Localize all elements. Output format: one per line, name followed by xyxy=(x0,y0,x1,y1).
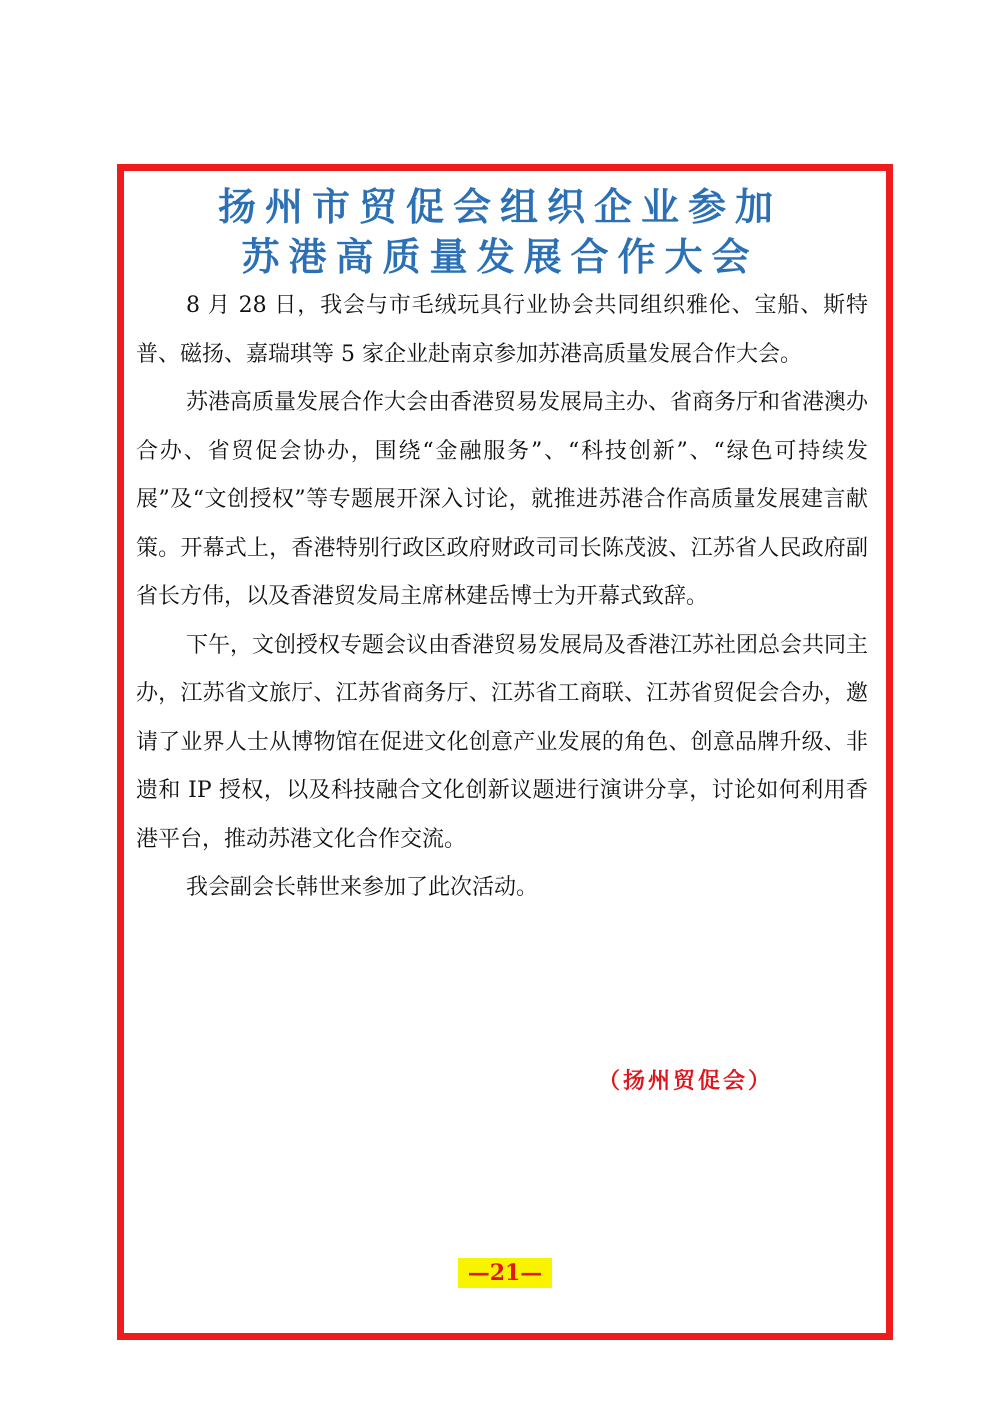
paragraph-3: 下午，文创授权专题会议由香港贸易发展局及香港江苏社团总会共同主办，江苏省文旅厅、江苏省商务厅、江苏省工商联、江苏省贸促会合办，邀请了业界人士从博物馆在促进文化创意产业发展的角色、创意品牌升级、非遗和 IP 授权，以及科技融合文化创新议题进行演讲分享，讨论如何利用香港平台，推动苏港文化合作交流。 xyxy=(136,632,869,852)
page-number: —21— xyxy=(458,1258,552,1288)
paragraph-2: 苏港高质量发展合作大会由香港贸易发展局主办、省商务厅和省港澳办合办、省贸促会协办，围绕“金融服务”、“科技创新”、“绿色可持续发展”及“文创授权”等专题展开深入讨论，就推进苏港合作高质量发展建言献策。开幕式上，香港特别行政区政府财政司司长陈茂波、江苏省人民政府副省长方伟，以及香港贸发局主席林建岳博士为开幕式致辞。 xyxy=(136,390,869,609)
article-body xyxy=(136,282,868,913)
signature: （扬州贸促会） xyxy=(598,1068,774,1094)
paragraph-4: 我会副会长韩世来参加了此次活动。 xyxy=(186,875,539,900)
document-title-line-2: 苏港高质量发展合作大会 xyxy=(241,234,759,279)
document-title-line-1: 扬州市贸促会组织企业参加 xyxy=(217,184,782,229)
paragraph-1: 8 月 28 日，我会与市毛绒玩具行业协会共同组织雅伦、宝船、斯特普、磁扬、嘉瑞琪等 5 家企业赴南京参加苏港高质量发展合作大会。 xyxy=(136,293,868,367)
